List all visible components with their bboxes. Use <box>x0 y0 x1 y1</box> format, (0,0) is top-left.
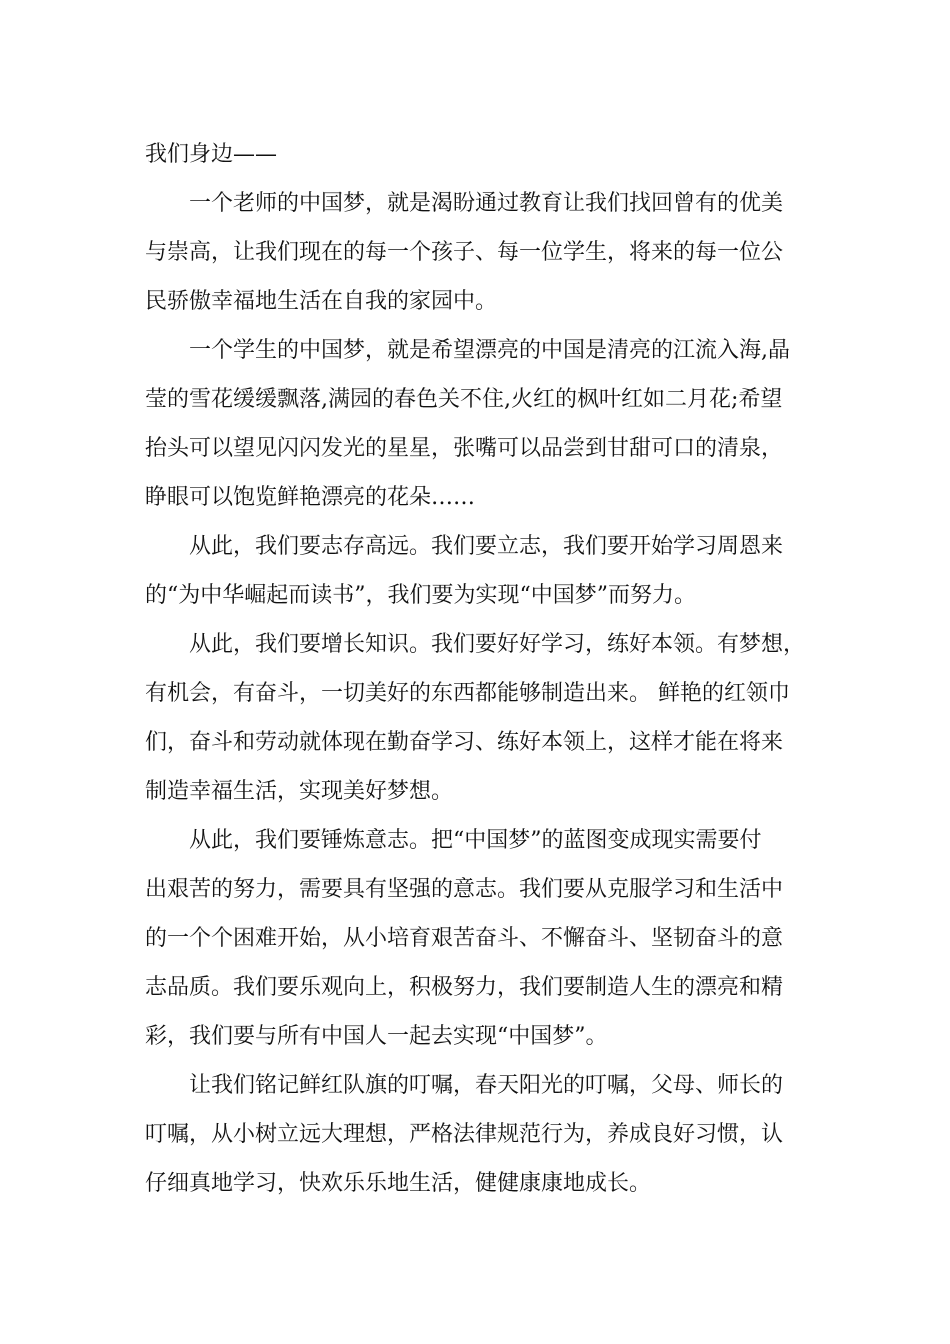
text-line: 一个老师的中国梦，就是渴盼通过教育让我们找回曾有的优美 <box>189 191 784 216</box>
text-line: 叮嘱，从小树立远大理想，严格法律规范行为，养成良好习惯，认 <box>145 1122 784 1147</box>
paragraph <box>145 620 807 816</box>
text-line: 让我们铭记鲜红队旗的叮嘱，春天阳光的叮嘱，父母、师长的 <box>189 1073 784 1098</box>
text-line: 抬头可以望见闪闪发光的星星，张嘴可以品尝到甘甜可口的清泉， <box>145 436 784 461</box>
text-line: 从此，我们要增长知识。我们要好好学习，练好本领。有梦想， <box>189 632 806 657</box>
text-line: 志品质。我们要乐观向上，积极努力，我们要制造人生的漂亮和精 <box>145 975 784 1000</box>
text-line: 们，奋斗和劳动就体现在勤奋学习、练好本领上，这样才能在将来 <box>145 730 784 755</box>
paragraph <box>145 179 807 326</box>
text-line: 出艰苦的努力，需要具有坚强的意志。我们要从克服学习和生活中 <box>145 877 784 902</box>
paragraph <box>145 522 807 620</box>
text-line: 彩，我们要与所有中国人一起去实现“中国梦”。 <box>145 1024 608 1049</box>
document-body <box>145 130 807 1208</box>
paragraph <box>145 130 807 179</box>
paragraph <box>145 1061 807 1208</box>
text-line: 有机会，有奋斗，一切美好的东西都能够制造出来。 鲜艳的红领巾 <box>145 681 790 706</box>
text-line: 睁眼可以饱览鲜艳漂亮的花朵…… <box>145 485 476 510</box>
text-line: 的“为中华崛起而读书”，我们要为实现“中国梦”而努力。 <box>145 583 696 608</box>
text-line: 从此，我们要锤炼意志。把“中国梦”的蓝图变成现实需要付 <box>189 828 762 853</box>
text-line: 仔细真地学习，快欢乐乐地生活，健健康康地成长。 <box>145 1171 652 1196</box>
text-line: 制造幸福生活，实现美好梦想。 <box>145 779 454 804</box>
text-line: 一个学生的中国梦，就是希望漂亮的中国是清亮的江流入海,晶 <box>189 338 790 363</box>
text-line: 莹的雪花缓缓飘落,满园的春色关不住,火红的枫叶红如二月花;希望 <box>145 387 783 412</box>
text-line: 民骄傲幸福地生活在自我的家园中。 <box>145 289 498 314</box>
paragraph <box>145 326 807 522</box>
text-line: 与崇高，让我们现在的每一个孩子、每一位学生，将来的每一位公 <box>145 240 784 265</box>
text-line: 从此，我们要志存高远。我们要立志，我们要开始学习周恩来 <box>189 534 784 559</box>
paragraph <box>145 816 807 1061</box>
text-line: 我们身边—— <box>145 142 278 167</box>
text-line: 的一个个困难开始，从小培育艰苦奋斗、不懈奋斗、坚韧奋斗的意 <box>145 926 784 951</box>
